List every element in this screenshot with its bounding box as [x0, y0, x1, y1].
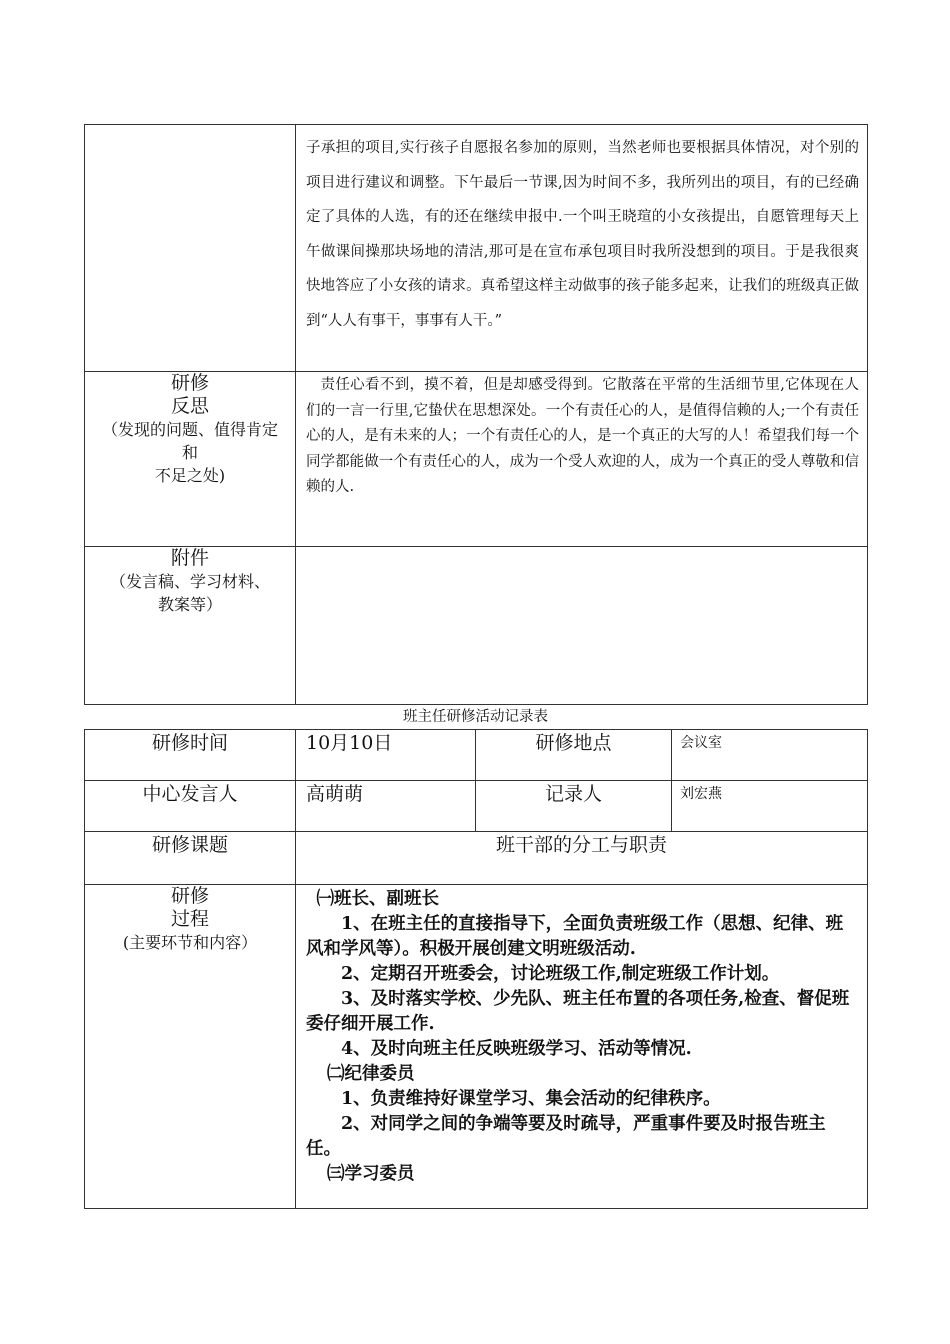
form-caption: 班主任研修活动记录表: [403, 709, 548, 725]
speaker-label: 中心发言人: [85, 781, 296, 832]
attachment-label-line: （发言稿、学习材料、: [109, 572, 270, 591]
reflection-text: 责任心看不到，摸不着，但是却感受得到。它散落在平常的生活细节里,它体现在人们的一言一行里,它蛰伏在思想深处。一个有责任心的人，是值得信赖的人;一个有责任心的人，是有未来的人；一个有责任心的人，是一个真正的大写的人！希望我们每一个同学都能做一个有责任心的人，成为一个受人欢迎的人，成为一个真正的受人尊敬和信赖的人.: [306, 377, 859, 495]
duty-item: 2、定期召开班委会，讨论班级工作,制定班级工作计划。: [341, 964, 780, 984]
continued-text-cell: [296, 125, 868, 372]
section-heading: ㈢学习委员: [327, 1164, 415, 1184]
duty-item: 2、对同学之间的争端等要及时疏导，严重事件要及时报告班主任。: [306, 1114, 826, 1159]
reflection-text-cell: [296, 372, 868, 547]
continued-text: 子承担的项目,实行孩子自愿报名参加的原则，当然老师也要根据具体情况，对个别的项目进行建议和调整。下午最后一节课,因为时间不多，我所列出的项目，有的已经确定了具体的人选，有的还在继续申报中.一个叫王晓瑄的小女孩提出，自愿管理每天上午做课间操那块场地的清洁,那可是在宣布承包项目时我所没想到的项目。于是我很爽快地答应了小女孩的请求。真希望这样主动做事的孩子能多起来，让我们的班级真正做到“人人有事干，事事有人干。”: [306, 140, 859, 329]
reflection-label: [85, 372, 296, 547]
attachment-content: [296, 547, 868, 705]
attachment-label: [85, 547, 296, 705]
process-label-line: 研修: [170, 885, 209, 907]
record-table: [84, 729, 868, 1209]
section-heading: ㈡纪律委员: [327, 1064, 415, 1084]
recorder-value: 刘宏燕: [672, 781, 868, 832]
reflection-label-line: 和: [181, 443, 198, 462]
duty-item: 4、及时向班主任反映班级学习、活动等情况.: [341, 1039, 692, 1059]
speaker-value: 高萌萌: [296, 781, 476, 832]
duty-item: 1、在班主任的直接指导下，全面负责班级工作（思想、纪律、班风和学风等）。积极开展创建文明班级活动.: [306, 914, 844, 959]
attachment-text: [296, 547, 867, 548]
time-label: 研修时间: [85, 730, 296, 781]
topic-label: 研修课题: [85, 832, 296, 885]
place-value: 会议室: [672, 730, 868, 781]
reflection-label-line: 研修: [170, 372, 209, 394]
attachment-label-line: 附件: [170, 547, 209, 569]
record-table-continued: [84, 124, 868, 705]
process-content: [296, 885, 868, 1209]
recorder-label: 记录人: [476, 781, 672, 832]
topic-value: 班干部的分工与职责: [296, 832, 868, 885]
attachment-label-line: 教案等）: [157, 595, 222, 614]
duty-item: 3、及时落实学校、少先队、班主任布置的各项任务,检查、督促班委仔细开展工作.: [306, 989, 850, 1034]
reflection-label-line: 反思: [170, 395, 209, 417]
section-heading: ㈠班长、副班长: [316, 889, 439, 909]
reflection-label-line: （发现的问题、值得肯定: [101, 420, 278, 439]
time-value: 10月10日: [296, 730, 476, 781]
duty-item: 1、负责维持好课堂学习、集会活动的纪律秩序。: [341, 1089, 721, 1109]
process-label-line: (主要环节和内容）: [122, 933, 258, 952]
blank-label-cell: [85, 125, 296, 372]
place-label: 研修地点: [476, 730, 672, 781]
reflection-label-line: 不足之处): [154, 466, 226, 485]
process-label-line: 过程: [170, 908, 209, 930]
process-label: [85, 885, 296, 1209]
